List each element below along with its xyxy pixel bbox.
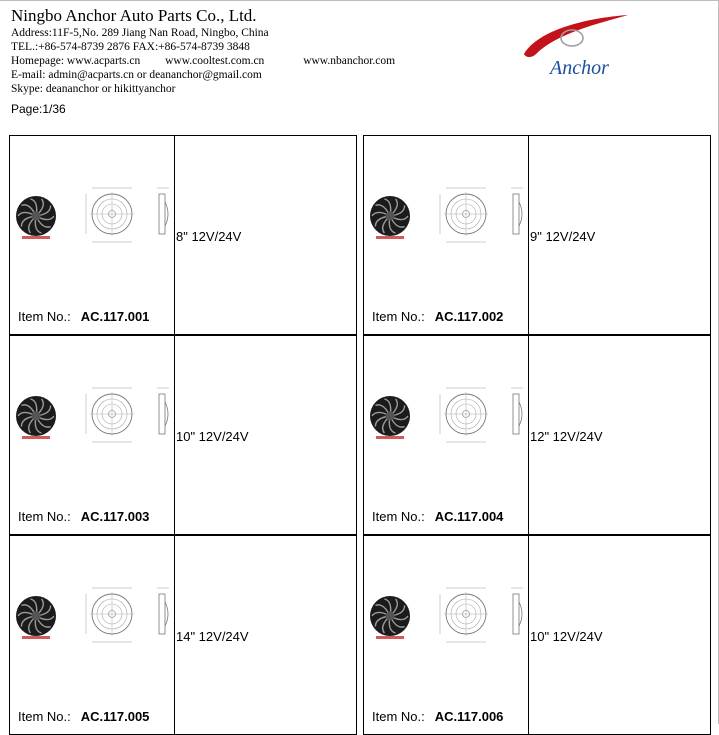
item-code: AC.117.003 xyxy=(80,509,150,524)
cooling-fan-icon xyxy=(14,580,170,650)
page-number: Page:1/36 xyxy=(11,102,66,116)
cell-divider xyxy=(528,536,529,734)
cell-divider xyxy=(528,136,529,334)
fan-photo xyxy=(16,196,56,239)
product-cell xyxy=(363,335,711,535)
fan-side-drawing xyxy=(511,388,523,434)
fan-front-drawing xyxy=(440,388,488,442)
fan-side-drawing xyxy=(157,388,169,434)
product-size: 12" 12V/24V xyxy=(530,429,603,444)
top-border xyxy=(0,0,719,1)
fan-photo xyxy=(370,596,410,639)
item-code: AC.117.005 xyxy=(80,709,150,724)
fan-front-drawing xyxy=(86,188,134,242)
product-cell xyxy=(9,335,357,535)
item-label: Item No.: xyxy=(372,709,425,724)
fan-side-drawing xyxy=(511,588,523,634)
product-cell xyxy=(363,535,711,735)
company-name: Ningbo Anchor Auto Parts Co., Ltd. xyxy=(11,6,257,25)
product-cell xyxy=(9,135,357,335)
item-number xyxy=(18,509,149,524)
item-number xyxy=(372,709,503,724)
item-code: AC.117.004 xyxy=(434,509,504,524)
cooling-fan-icon xyxy=(14,380,170,450)
item-number xyxy=(372,509,503,524)
item-number xyxy=(372,309,503,324)
company-email: E-mail: admin@acparts.cn or deananchor@gmail.com xyxy=(11,69,262,81)
product-cell xyxy=(9,535,357,735)
product-size: 9" 12V/24V xyxy=(530,229,596,244)
item-label: Item No.: xyxy=(372,509,425,524)
fan-front-drawing xyxy=(440,188,488,242)
homepage-link-1[interactable]: Homepage: www.acparts.cn xyxy=(11,55,141,67)
product-size: 14" 12V/24V xyxy=(176,629,249,644)
company-phone-fax: TEL.:+86-574-8739 2876 FAX:+86-574-8739 3848 xyxy=(11,41,250,53)
cooling-fan-icon xyxy=(14,180,170,250)
fan-side-drawing xyxy=(157,588,169,634)
item-code: AC.117.006 xyxy=(434,709,504,724)
fan-front-drawing xyxy=(440,588,488,642)
company-skype: Skype: deananchor or hikittyanchor xyxy=(11,83,176,95)
cell-divider xyxy=(174,536,175,734)
fan-side-drawing xyxy=(511,188,523,234)
fan-photo xyxy=(16,396,56,439)
item-number xyxy=(18,309,149,324)
cooling-fan-icon xyxy=(368,380,524,450)
cell-divider xyxy=(174,136,175,334)
item-label: Item No.: xyxy=(18,509,71,524)
cell-divider xyxy=(528,336,529,534)
item-number xyxy=(18,709,149,724)
fan-front-drawing xyxy=(86,388,134,442)
fan-front-drawing xyxy=(86,588,134,642)
product-cell xyxy=(363,135,711,335)
item-label: Item No.: xyxy=(372,309,425,324)
company-header xyxy=(11,6,395,96)
product-size: 10" 12V/24V xyxy=(176,429,249,444)
product-size: 8" 12V/24V xyxy=(176,229,242,244)
fan-photo xyxy=(370,196,410,239)
item-label: Item No.: xyxy=(18,709,71,724)
product-size: 10" 12V/24V xyxy=(530,629,603,644)
cooling-fan-icon xyxy=(368,580,524,650)
cooling-fan-icon xyxy=(368,180,524,250)
company-homepage xyxy=(11,54,395,68)
fan-photo xyxy=(16,596,56,639)
item-label: Item No.: xyxy=(18,309,71,324)
fan-photo xyxy=(370,396,410,439)
company-address: Address:11F-5,No. 289 Jiang Nan Road, Ningbo, China xyxy=(11,27,269,39)
item-code: AC.117.001 xyxy=(80,309,150,324)
anchor-logo xyxy=(516,12,636,82)
homepage-link-3[interactable]: www.nbanchor.com xyxy=(303,55,396,67)
item-code: AC.117.002 xyxy=(434,309,504,324)
logo-text: Anchor xyxy=(550,57,609,79)
homepage-link-2[interactable]: www.cooltest.com.cn xyxy=(165,55,265,67)
fan-side-drawing xyxy=(157,188,169,234)
logo-swoosh xyxy=(524,15,628,57)
cell-divider xyxy=(174,336,175,534)
